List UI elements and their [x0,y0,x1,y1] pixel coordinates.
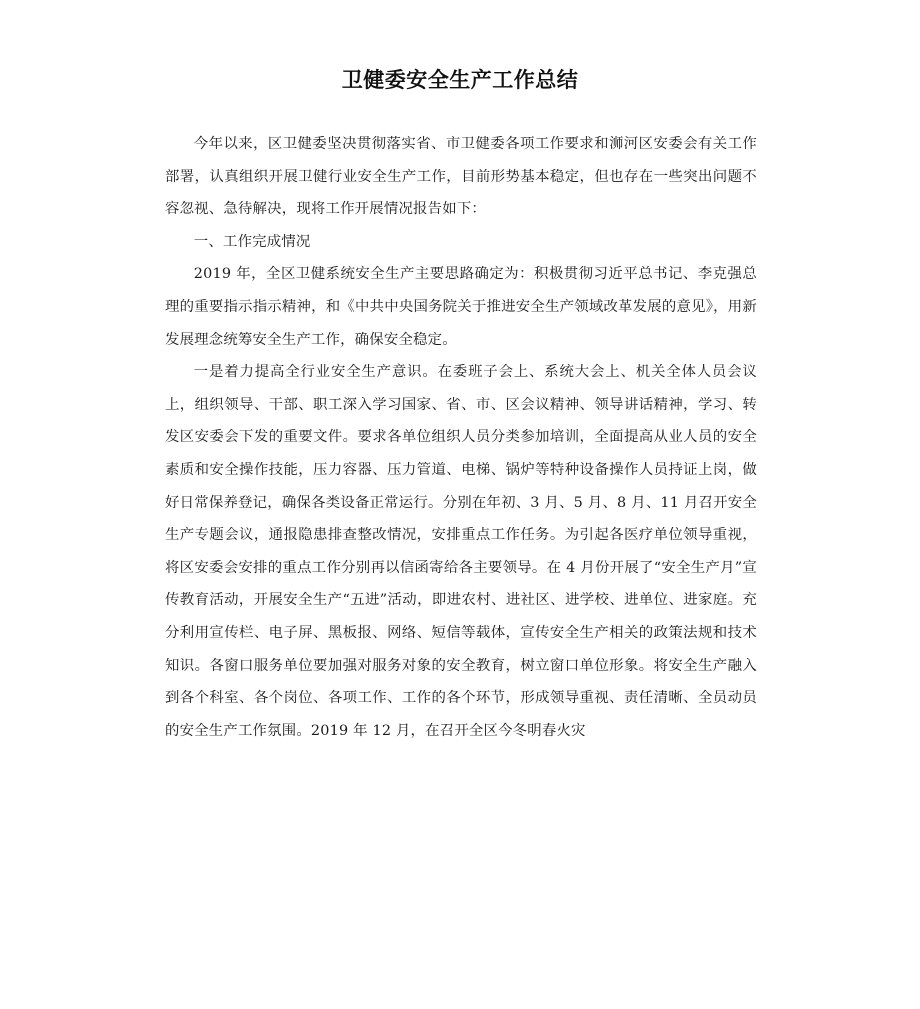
document-body [165,128,757,747]
safety-awareness-paragraph: 一是着力提高全行业安全生产意识。在委班子会上、系统大会上、机关全体人员会议上，组织领导、干部、职工深入学习国家、省、市、区会议精神、领导讲话精神，学习、转发区安委会下发的重要文件。要求各单位组织人员分类参加培训，全面提高从业人员的安全素质和安全操作技能，压力容器、压力管道、电梯、锅炉等特种设备操作人员持证上岗，做好日常保养登记，确保各类设备正常运行。分别在年初、3 月、5 月、8 月、11 月召开安全生产专题会议，通报隐患排查整改情况，安排重点工作任务。为引起各医疗单位领导重视，将区安委会安排的重点工作分别再以信函寄给各主要领导。在 4 月份开展了“安全生产月”宣传教育活动，开展安全生产“五进”活动，即进农村、进社区、进学校、进单位、进家庭。充分利用宣传栏、电子屏、黑板报、网络、短信等载体，宣传安全生产相关的政策法规和技术知识。各窗口服务单位要加强对服务对象的安全教育，树立窗口单位形象。将安全生产融入到各个科室、各个岗位、各项工作、工作的各个环节，形成领导重视、责任清晰、全员动员的安全生产工作氛围。2019 年 12 月，在召开全区今冬明春火灾 [165,364,757,739]
section-heading-work-completion: 一、工作完成情况 [193,233,311,250]
main-ideas-paragraph: 2019 年，全区卫健系统安全生产主要思路确定为：积极贯彻习近平总书记、李克强总理的重要指示指示精神，和《中共中央国务院关于推进安全生产领域改革发展的意见》，用新发展理念统筹安全生产工作，确保安全稳定。 [165,266,757,348]
document-title: 卫健委安全生产工作总结 [341,68,579,92]
intro-paragraph: 今年以来，区卫健委坚决贯彻落实省、市卫健委各项工作要求和浉河区安委会有关工作部署，认真组织开展卫健行业安全生产工作，目前形势基本稳定，但也存在一些突出问题不容忽视、急待解决，现将工作开展情况报告如下： [165,136,757,218]
